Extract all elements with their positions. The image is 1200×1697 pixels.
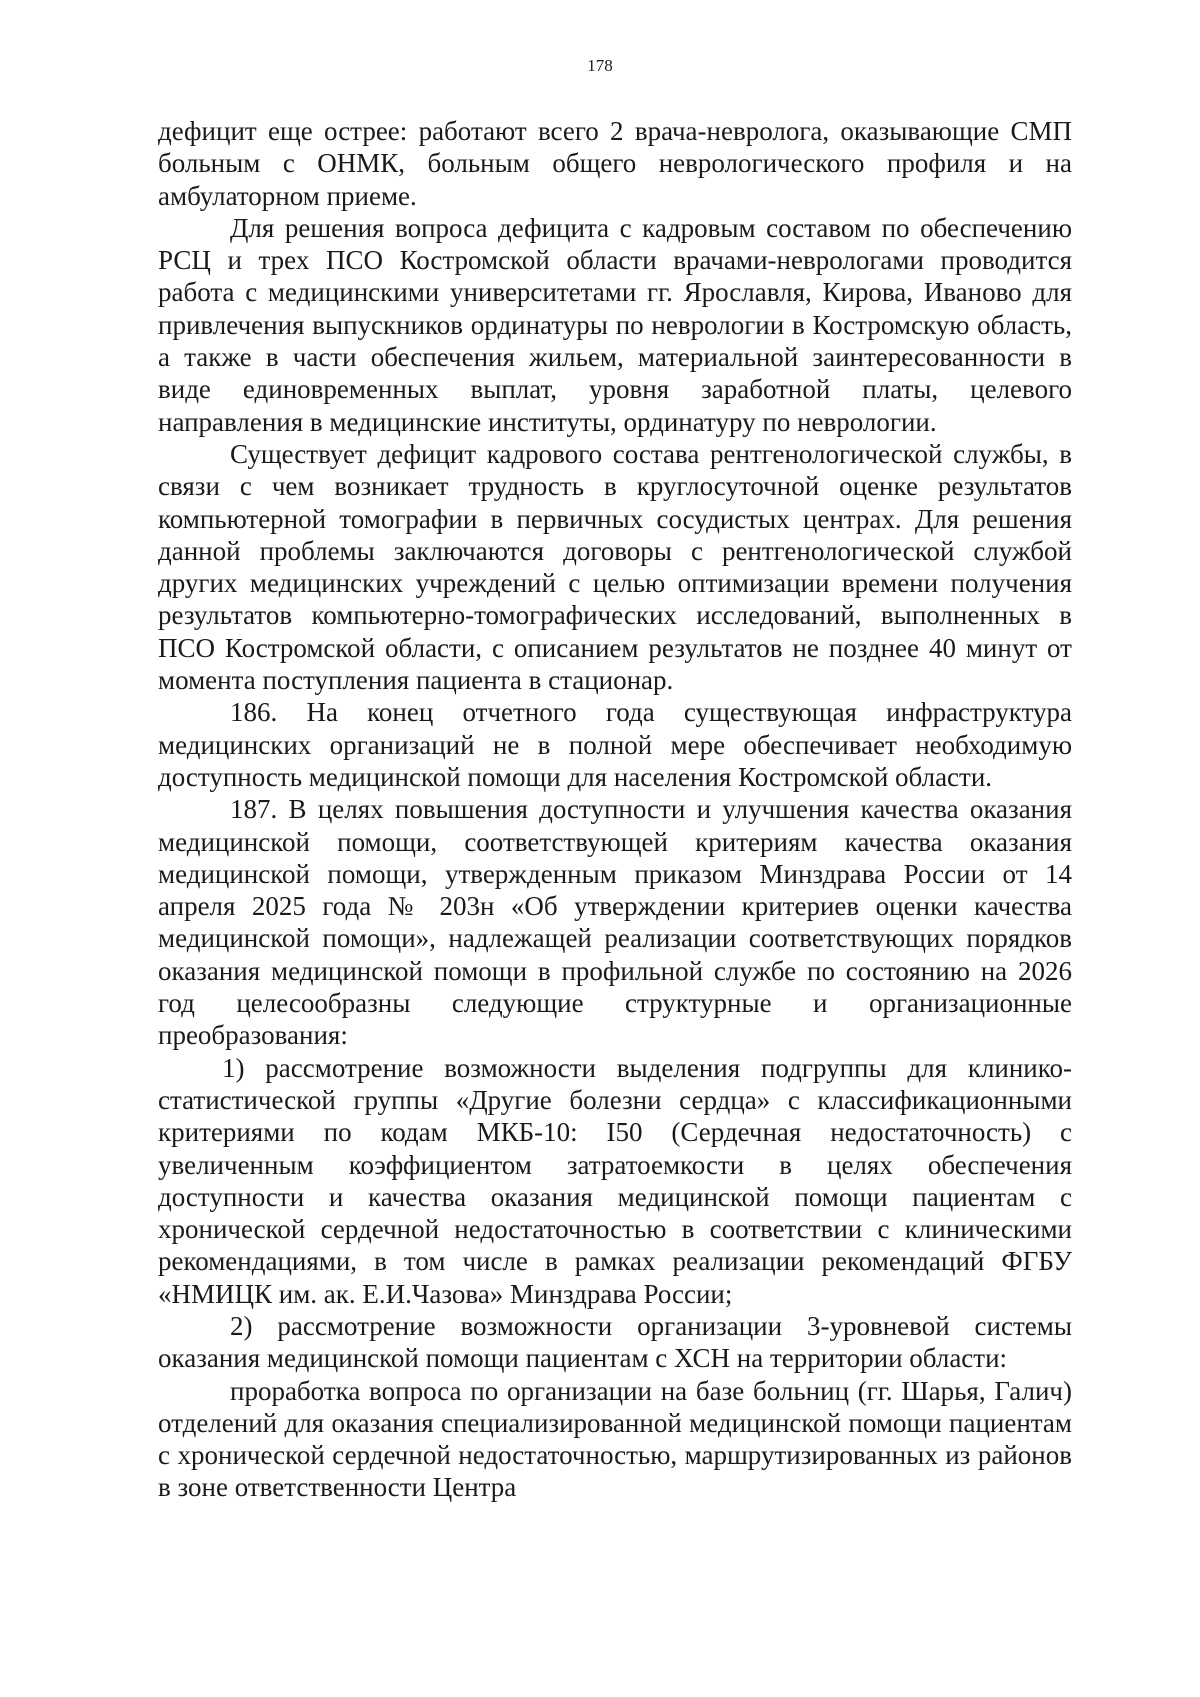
list-item-1: 1) рассмотрение возможности выделения подгруппы для клинико-статистической группы «Другие болезни сердца» с классификационными критериями по кодам МКБ-10: I50 (Сердечная недостаточность) с увеличенным коэффициентом затратоемкости в целях обеспечения доступности и качества оказания медицинской помощи пациентам с хронической сердечной недостаточностью в соответствии с клиническими рекомендациями, в том числе в рамках реализации рекомендаций ФГБУ «НМИЦК им. ак. Е.И.Чазова» Минздрава России; <box>158 1052 1072 1309</box>
paragraph-item-186: 186. На конец отчетного года существующая инфраструктура медицинских организаций не в полной мере обеспечивает необходимую доступность медицинской помощи для населения Костромской области. <box>158 697 1072 792</box>
paragraph-item-187: 187. В целях повышения доступности и улучшения качества оказания медицинской помощи, соответствующей критериям качества оказания медицинской помощи, утвержденным приказом Минздрава России от 14 апреля 2025 года № 203н «Об утверждении критериев оценки качества медицинской помощи», надлежащей реализации соответствующих порядков оказания медицинской помощи в профильной службе по состоянию на 2026 год целесообразны следующие структурные и организационные преобразования: <box>158 794 1072 1051</box>
paragraph-radiology-staffing: Существует дефицит кадрового состава рентгенологической службы, в связи с чем возникает трудность в круглосуточной оценке результатов компьютерной томографии в первичных сосудистых центрах. Для решения данной проблемы заключаются договоры с рентгенологической службой других медицинских учреждений с целью оптимизации времени получения результатов компьютерно-томографических исследований, выполненных в ПСО Костромской области, с описанием результатов не позднее 40 минут от момента поступления пациента в стационар. <box>158 438 1072 696</box>
paragraph-hospital-departments: проработка вопроса по организации на базе больниц (гг. Шарья, Галич) отделений для оказания специализированной медицинской помощи пациентам с хронической сердечной недостаточностью, маршрутизированных из районов в зоне ответственности Центра <box>158 1375 1072 1503</box>
paragraph-continuation: дефицит еще острее: работают всего 2 врача-невролога, оказывающие СМП больным с ОНМК, больным общего неврологического профиля и на амбулаторном приеме. <box>158 116 1072 211</box>
document-body <box>158 115 1072 1504</box>
page-number: 178 <box>587 56 613 75</box>
paragraph-neurologist-staffing: Для решения вопроса дефицита с кадровым составом по обеспечению РСЦ и трех ПСО Костромской области врачами-неврологами проводится работа с медицинскими университетами гг. Ярославля, Кирова, Иваново для привлечения выпускников ординатуры по неврологии в Костромскую область, а также в части обеспечения жильем, материальной заинтересованности в виде единовременных выплат, уровня заработной платы, целевого направления в медицинские институты, ординатуру по неврологии. <box>158 212 1072 437</box>
list-item-2: 2) рассмотрение возможности организации 3-уровневой системы оказания медицинской помощи пациентам с ХСН на территории области: <box>158 1310 1072 1374</box>
